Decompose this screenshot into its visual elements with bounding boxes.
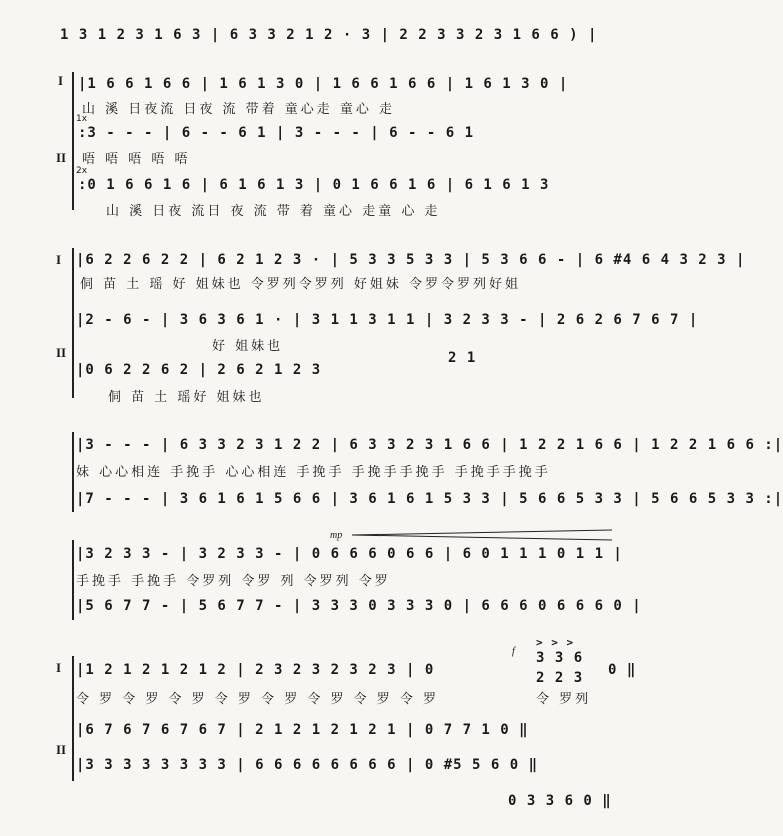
notation-line-s2p3: |0 6 2 2 6 2 | 2 6 2 1 2 3 (76, 362, 322, 378)
notation-line-s5p2: |6 7 6 7 6 7 6 7 | 2 1 2 1 2 1 2 1 | 0 7 7 1 0 ‖ (76, 722, 529, 738)
accent-marks: > > > (536, 636, 575, 649)
lyric-line-s1: 山 溪 日夜流 日夜 流 带着 童心走 童心 走 (82, 102, 396, 117)
chord-lyric: 令 罗列 (536, 692, 592, 707)
system-brace-3 (72, 432, 74, 512)
notation-line-intro: 1 3 1 2 3 1 6 3 | 6 3 3 2 1 2 · 3 | 2 2 3 3 2 3 1 6 6 ) | (60, 27, 598, 43)
part-label-2: II (56, 150, 67, 165)
chord-lower: 2 2 3 (536, 670, 584, 686)
notation-line-s5p1: |1 2 1 2 1 2 1 2 | 2 3 2 3 2 3 2 3 | 0 (76, 662, 435, 678)
lyric-line-s1c: 山 溪 日夜 流日 夜 流 带 着 童心 走童 心 走 (106, 204, 441, 219)
part-label-2c: II (56, 742, 67, 757)
lyric-line-s4: 手挽手 手挽手 令罗列 令罗 列 令罗列 令罗 (76, 574, 391, 589)
lyric-line-s2b: 好 姐妹也 (212, 339, 284, 354)
notation-line-s2p2b: 2 1 (448, 350, 477, 366)
notation-line-s1p3: :0 1 6 6 1 6 | 6 1 6 1 3 | 0 1 6 6 1 6 | 6 1 6 1 3 (78, 177, 550, 193)
part-label-1: I (58, 73, 64, 88)
notation-line-s1p1: |1 6 6 1 6 6 | 1 6 1 3 0 | 1 6 6 1 6 6 | 1 6 1 3 0 | (78, 76, 569, 92)
lyric-line-s5: 令 罗 令 罗 令 罗 令 罗 令 罗 令 罗 令 罗 令 罗 (76, 692, 439, 707)
notation-line-s1p2: :3 - - - | 6 - - 6 1 | 3 - - - | 6 - - 6 1 (78, 125, 475, 141)
lyric-line-s2: 侗 苗 土 瑶 好 姐妹也 令罗列令罗列 好姐妹 令罗令罗列好姐 (80, 277, 522, 292)
notation-line-s4p2: |5 6 7 7 - | 5 6 7 7 - | 3 3 3 0 3 3 3 0 | 6 6 6 0 6 6 6 0 | (76, 598, 642, 614)
repeat-mark-1: 1x (76, 114, 88, 124)
part-label-2b: II (56, 345, 67, 360)
notation-line-s3p1: |3 - - - | 6 3 3 2 3 1 2 2 | 6 3 3 2 3 1 6 6 | 1 2 2 1 6 6 | 1 2 2 1 6 6 :| (76, 437, 783, 453)
notation-line-s2p2: |2 - 6 - | 3 6 3 6 1 · | 3 1 1 3 1 1 | 3 2 3 3 - | 2 6 2 6 7 6 7 | (76, 312, 699, 328)
dynamic-f: f (512, 646, 515, 657)
part-label-1b: I (56, 252, 62, 267)
lyric-line-s2c: 侗 苗 土 瑶好 姐妹也 (108, 390, 265, 405)
system-brace-2 (72, 248, 74, 398)
notation-line-s5-end: 0 ‖ (608, 662, 637, 678)
notation-line-s3p2: |7 - - - | 3 6 1 6 1 5 6 6 | 3 6 1 6 1 5 3 3 | 5 6 6 5 3 3 | 5 6 6 5 3 3 :| (76, 491, 783, 507)
repeat-mark-2: 2x (76, 166, 88, 176)
notation-line-s5p3: |3 3 3 3 3 3 3 3 | 6 6 6 6 6 6 6 6 | 0 #5 5 6 0 ‖ (76, 757, 539, 773)
dynamic-mp: mp (330, 530, 343, 541)
chord-upper: 3 3 6 (536, 650, 584, 666)
system-brace (72, 72, 74, 210)
notation-line-s5p4: 0 3 3 6 0 ‖ (508, 793, 612, 809)
system-brace-4 (72, 540, 74, 620)
notation-line-s4p1: |3 2 3 3 - | 3 2 3 3 - | 0 6 6 6 0 6 6 | 6 0 1 1 1 0 1 1 | (76, 546, 623, 562)
system-brace-5 (72, 656, 74, 781)
crescendo-hairpin (350, 528, 616, 542)
lyric-line-s3: 妹 心心相连 手挽手 心心相连 手挽手 手挽手手挽手 手挽手手挽手 (76, 465, 551, 480)
notation-line-s2p1: |6 2 2 6 2 2 | 6 2 1 2 3 · | 5 3 3 5 3 3 | 5 3 6 6 - | 6 #4 6 4 3 2 3 | (76, 252, 746, 268)
part-label-1c: I (56, 660, 62, 675)
lyric-line-s1b: 唔 唔 唔 唔 唔 (82, 152, 191, 167)
